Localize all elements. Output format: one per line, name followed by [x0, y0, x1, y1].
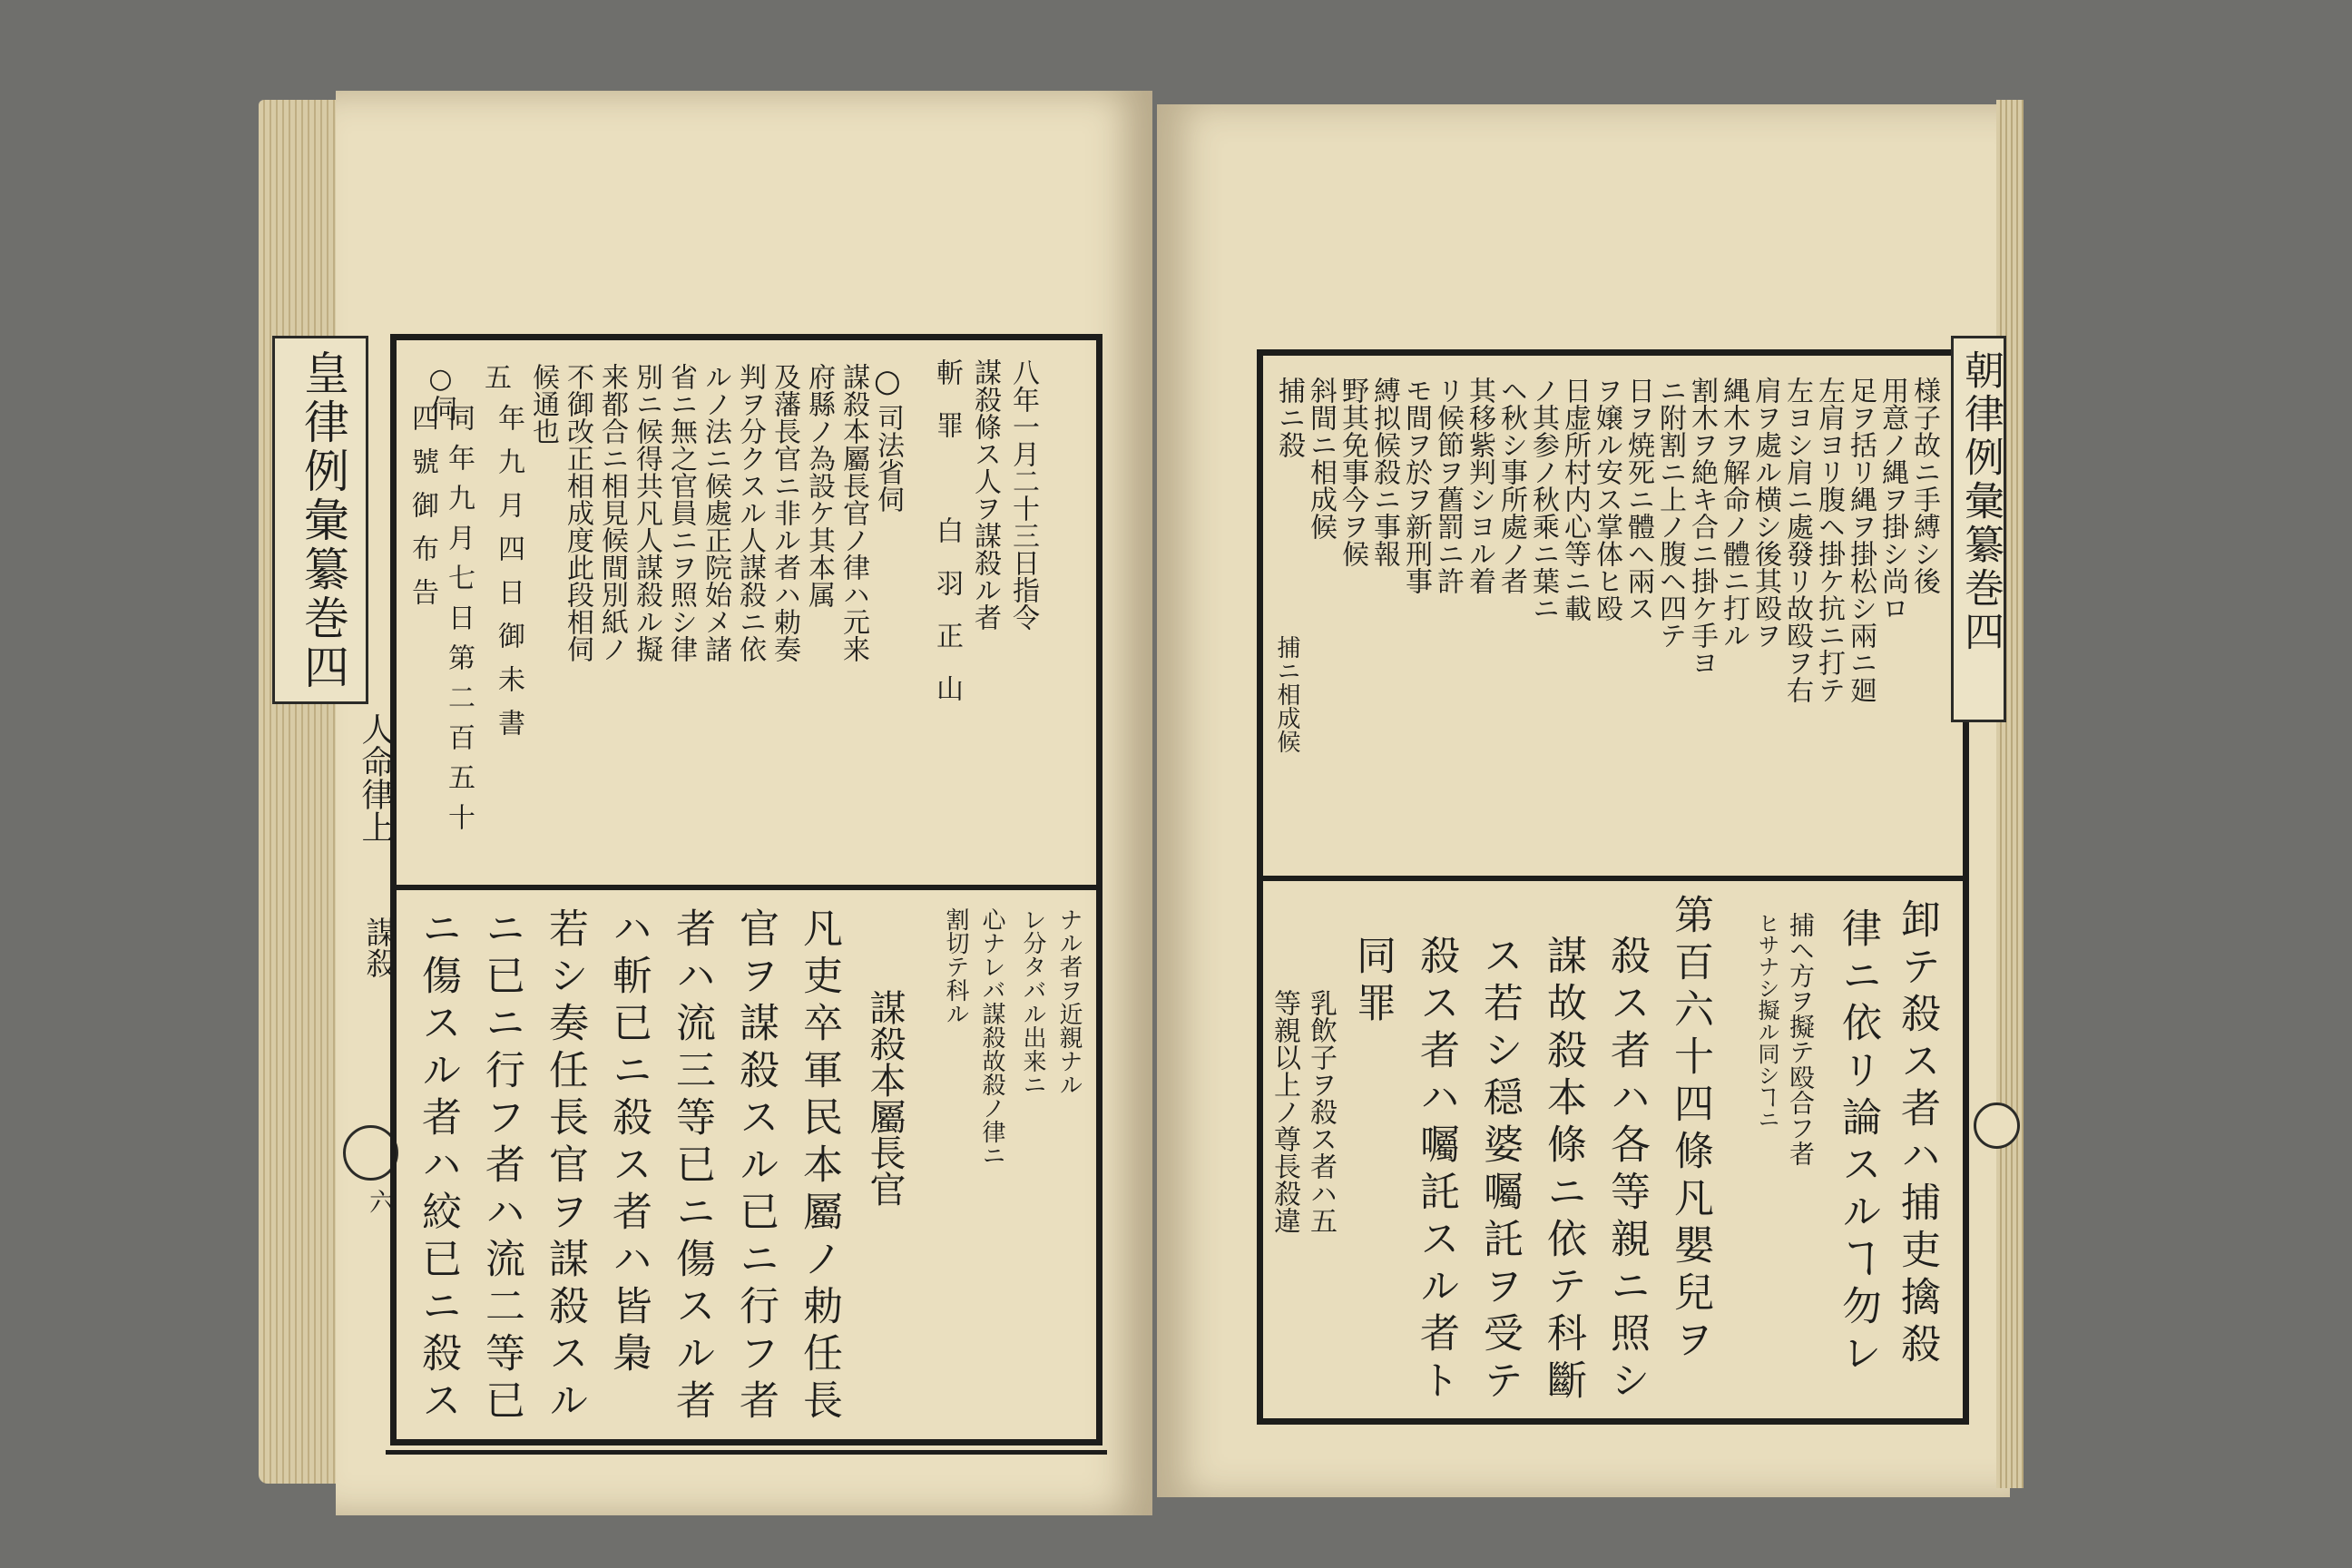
- left-page-edges: [259, 100, 345, 1484]
- left-main-col-1: 凡吏卒軍民本屬ノ勅任長: [796, 907, 842, 1426]
- left-note-col-15: 候通也: [527, 363, 559, 445]
- left-side-note-1: ナル者ヲ近親ナル: [1055, 907, 1083, 1096]
- right-main-col-10: 同罪: [1349, 935, 1396, 1029]
- right-note-col-11: ヲ嬢ル安ス掌体ヒ殴: [1591, 377, 1622, 622]
- right-note-col-2: 用意ノ縄ヲ掛シ尚ロ: [1877, 377, 1908, 622]
- right-note-col-22: 捕ニ相成候: [1273, 635, 1300, 753]
- right-note-col-18: 縛拟候殺ニ事報: [1368, 377, 1400, 567]
- left-note-col-9: 判ヲ分クスル人謀殺ニ依: [734, 363, 766, 662]
- left-note-col-18: 同年九月七日第二百五十: [443, 404, 475, 843]
- right-note-col-4: 左肩ヨリ腹ヘ掛ケ抗ニ打テ: [1813, 377, 1845, 703]
- right-main-col-11: 乳飲子ヲ殺ス者ハ五: [1305, 989, 1337, 1234]
- right-main-col-3: 捕ヘ方ヲ擬テ殴合フ者: [1786, 912, 1816, 1166]
- left-main-col-7: ニ傷スル者ハ絞已ニ殺ス: [415, 907, 461, 1426]
- right-page-edges: [1996, 100, 2024, 1488]
- left-note-col-5: 司法省伺: [872, 404, 904, 513]
- left-note-col-17: 五: [479, 363, 511, 390]
- right-note-col-5: 左ヨシ肩ニ處發リ故殴ヲ右: [1781, 377, 1813, 703]
- left-bottom-rule: [386, 1450, 1107, 1455]
- left-note-col-13: 来都合ニ相見候間別紙ノ: [596, 363, 628, 662]
- left-divider-rule: [390, 885, 1102, 890]
- right-main-col-5: 第百六十四條凡嬰兒ヲ: [1667, 894, 1713, 1366]
- right-note-col-14: ヘ秋シ事所處ノ者: [1495, 377, 1527, 594]
- right-main-col-7: 謀故殺本條ニ依テ科斷: [1540, 935, 1586, 1406]
- left-margin-section: 謀殺: [360, 916, 397, 978]
- left-note-col-20: ○伺: [425, 363, 456, 422]
- right-main-col-6: 殺ス者ハ各等親ニ照シ: [1603, 935, 1650, 1406]
- right-note-col-20: 斜間ニ相成候: [1305, 377, 1337, 540]
- right-note-col-1: 様子故ニ手縛シ後: [1908, 377, 1940, 594]
- left-note-circle: ○: [874, 363, 901, 399]
- left-note-col-16: 年九月四日御未書: [493, 404, 524, 752]
- left-note-col-19: 四號御布告: [407, 404, 438, 622]
- left-note-col-10: ルノ法ニ候處正院始メ諸: [700, 363, 731, 662]
- left-main-col-2: 官ヲ謀殺スル已ニ行フ者: [732, 907, 779, 1426]
- right-note-col-12: 日虚所村内心等ニ載: [1559, 377, 1591, 622]
- right-fishtail-mark: [1974, 1102, 2020, 1149]
- right-note-col-21: 捕ニ殺: [1273, 377, 1305, 458]
- left-main-col-3: 者ハ流三等已ニ傷スル者: [669, 907, 715, 1426]
- left-note-col-2: 謀殺條ス人ヲ謀殺ル者: [969, 358, 1001, 631]
- right-note-col-15: 其移紫判シヨル着: [1464, 377, 1495, 594]
- left-side-note-2: レ分タバル出来ニ: [1019, 907, 1046, 1096]
- right-margin-title: 朝律例彙纂巻四: [1957, 349, 2004, 654]
- right-main-col-4: ヒサナシ擬ル同シヿニ: [1754, 912, 1779, 1130]
- right-note-col-8: 割木ヲ絶キ合ニ掛ケ手ヨ: [1686, 377, 1718, 676]
- right-note-col-3: 足ヲ括リ縄ヲ掛松シ兩ニ廻: [1845, 377, 1877, 703]
- right-note-col-7: 縄木ヲ解命ノ體ニ打ル: [1718, 377, 1749, 649]
- right-note-col-13: ノ其参ノ秋乘ニ葉ニ: [1527, 377, 1559, 622]
- left-note-col-1: 八年一月二十三日指令: [1007, 358, 1039, 631]
- left-main-col-6: ニ已ニ行フ者ハ流二等已: [478, 907, 524, 1426]
- left-main-col-4: ハ斬已ニ殺ス者ハ皆梟: [605, 907, 652, 1379]
- left-margin-subtitle: 人命律上: [357, 712, 394, 843]
- left-side-note-3: 心ナレバ謀殺故殺ノ律ニ: [978, 907, 1005, 1167]
- left-note-col-8: 及藩長官ニ非ル者ハ勅奏: [769, 363, 800, 662]
- right-note-col-6: 肩ヲ處ル横シ後其殴ヲ: [1749, 377, 1781, 649]
- right-main-col-8: ス若シ穏婆囑託ヲ受テ: [1476, 935, 1523, 1406]
- right-main-col-1: 卸テ殺ス者ハ捕吏擒殺: [1894, 898, 1940, 1370]
- left-note-col-12: 別ニ候得共凡人謀殺ル擬: [631, 363, 662, 662]
- left-page-number: 六: [366, 1189, 396, 1214]
- right-note-col-10: 日ヲ焼死ニ體へ兩ス: [1622, 377, 1654, 622]
- right-main-col-2: 律ニ依リ論スルヿ勿レ: [1835, 907, 1881, 1379]
- left-note-col-7: 府縣ノ為設ケ其本属: [803, 363, 835, 608]
- left-main-col-5: 若シ奏任長官ヲ謀殺スル: [542, 907, 588, 1426]
- right-divider-rule: [1257, 876, 1969, 881]
- right-note-col-19: 野其免事今ヲ候: [1337, 377, 1368, 567]
- right-note-col-16: リ候節ヲ舊罰ニ許: [1432, 377, 1464, 594]
- left-note-col-14: 不御改正相成度此段相伺: [562, 363, 593, 662]
- left-note-col-6: 謀殺本屬長官ノ律ハ元来: [838, 363, 869, 662]
- left-note-col-11: 省ニ無之官員ニヲ照シ律: [665, 363, 697, 662]
- right-main-col-12: 等親以上ノ尊長殺違: [1269, 989, 1300, 1234]
- left-side-note-4: 割切テ科ル: [942, 907, 969, 1025]
- left-note-col-3: 斬罪 白羽正山: [931, 358, 963, 727]
- right-note-col-17: モ間ヲ於ヲ新刑事: [1400, 377, 1432, 594]
- right-note-col-9: ニ附割ニ上ノ腹ヘ四テ: [1654, 377, 1686, 649]
- left-margin-title: 皇律例彙纂巻四: [297, 349, 349, 692]
- right-main-col-9: 殺ス者ハ囑託スル者ト: [1413, 935, 1459, 1406]
- left-side-note-5: 謀殺本屬長官: [864, 989, 906, 1207]
